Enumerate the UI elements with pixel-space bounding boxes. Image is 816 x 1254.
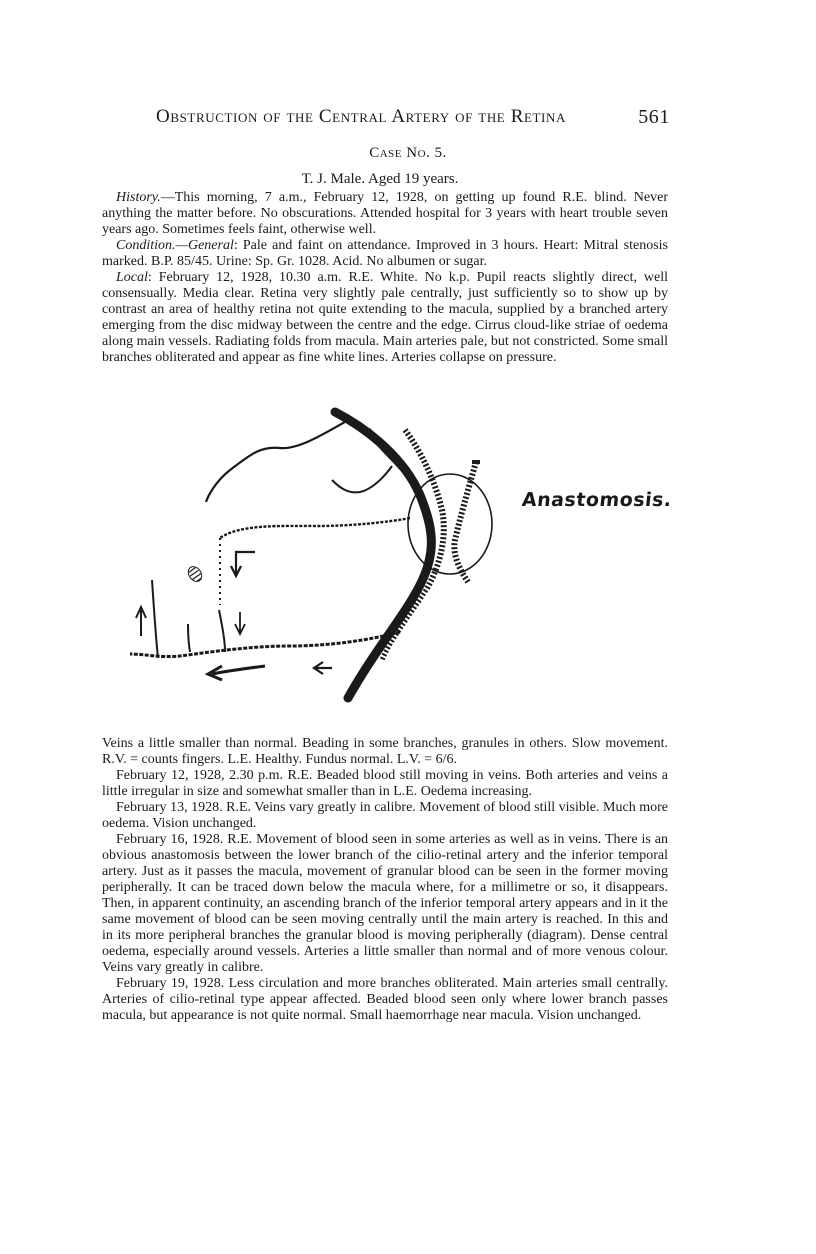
anastomosis-label: Anastomosis. [520, 489, 673, 511]
right-vein [454, 462, 476, 582]
running-head-title: Obstruction of the Central Artery of the Retina [156, 106, 566, 127]
arrow-left-long [208, 666, 265, 680]
patient-line: T. J. Male. Aged 19 years. [301, 171, 459, 187]
fundus-diagram [120, 400, 640, 720]
ascending-branch-2 [188, 624, 190, 652]
case-title: Case No. 5. [369, 145, 447, 161]
page-number: 561 [638, 106, 670, 128]
ascending-branch-1 [219, 610, 225, 652]
case-progress-block [102, 736, 668, 1024]
arrow-down-lower [235, 612, 245, 634]
arrow-up-left [136, 607, 146, 636]
entry-paragraph: Veins a little smaller than normal. Beading in some branches, granules in others. Slow movement. R.V. = counts fingers. L.E. Healthy. Fundus normal. L.V. = 6/6. [102, 736, 668, 767]
entry-paragraph: February 16, 1928. R.E. Movement of blood seen in some arteries as well as in veins. There is an obvious anastomosis between the lower branch of the cilio-retinal artery and the inferior temporal artery. Just as it passes the macula, movement of granular blood can be seen in the former moving peripherally. It can be traced down below the macula where, for a millimetre or so, it disappears. Then, in apparent continuity, an ascending branch of the inferior temporal artery appears and in it the same movement of blood can be seen moving centrally until the main artery is reached. In this and in its more peripheral branches the granular blood is moving peripherally (diagram). Dense central oedema, especially around vessels. Arteries a little smaller than normal and of more venous colour. Veins vary greatly in calibre. [102, 832, 668, 975]
condition-paragraph [102, 238, 668, 270]
macula-mark [185, 564, 204, 584]
entry-paragraph: February 13, 1928. R.E. Veins vary greatly in calibre. Movement of blood still visible. Much more oedema. Vision unchanged. [102, 800, 668, 831]
history-label: History. [116, 190, 161, 205]
local-paragraph [102, 270, 668, 366]
lower-vein [382, 590, 426, 660]
history-paragraph [102, 190, 668, 238]
condition-label: Condition.—General [116, 238, 234, 253]
condition-text: : Pale and faint on attendance. Improved in 3 hours. Heart: Mitral stenosis marked. B.P. 85/45. Urine: Sp. Gr. 1028. Acid. No albumen or sugar. [102, 238, 668, 269]
case-history-block [102, 190, 668, 366]
arrow-left-short [314, 662, 332, 674]
entry-paragraph: February 12, 1928, 2.30 p.m. R.E. Beaded blood still moving in veins. Both arteries and veins a little irregular in size and somewhat smaller than in L.E. Oedema increasing. [102, 768, 668, 799]
local-text: : February 12, 1928, 10.30 a.m. R.E. White. No k.p. Pupil reacts slightly direct, well consensually. Media clear. Retina very slightly pale centrally, just sufficiently so to show up by contrast an area of healthy retina not quite extending to the macula, supplied by a branched artery emerging from the disc midway between the centre and the edge. Cirrus cloud-like striae of oedema along main vessels. Radiating folds from macula. Main arteries pale, but not constricted. Some small branches obliterated and appear as fine white lines. Arteries collapse on pressure. [102, 270, 668, 365]
inferior-temporal-artery [130, 632, 400, 657]
entry-paragraph: February 19, 1928. Less circulation and more branches obliterated. Main arteries small centrally. Arteries of cilio-retinal type appear affected. Beaded blood seen only where lower branch passes macula, but appearance is not quite normal. Small haemorrhage near macula. Vision unchanged. [102, 976, 668, 1023]
fundus-diagram-svg [120, 400, 640, 720]
cilio-retinal-artery [220, 518, 410, 538]
arrow-down-upper [231, 552, 255, 576]
superior-temporal-artery [206, 418, 352, 502]
history-text: —This morning, 7 a.m., February 12, 1928, on getting up found R.E. blind. Never anything the matter before. No obscurations. Attended hospital for 3 years with heart trouble seven years ago. Sometimes feels faint, otherwise well. [102, 190, 668, 237]
local-label: Local [116, 270, 148, 285]
small-upper-branch [332, 466, 392, 492]
ascending-branch-3 [152, 580, 158, 658]
